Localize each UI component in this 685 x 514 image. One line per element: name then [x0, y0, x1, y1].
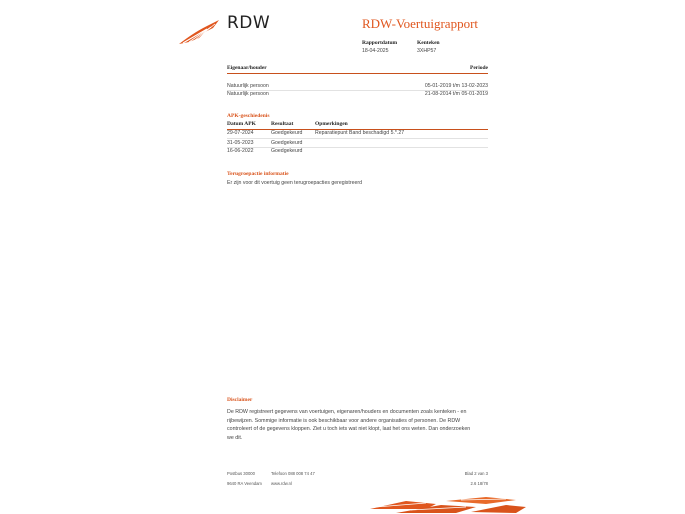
apk-header-remarks: Opmerkingen	[315, 121, 348, 127]
footer-page: Blad 2 van 3	[464, 471, 488, 476]
footer-ribbon-icon	[366, 495, 526, 514]
apk-row-divider	[227, 147, 488, 148]
kenteken-value: 3XHP57	[417, 48, 437, 54]
disclaimer-line: we dit.	[227, 434, 243, 441]
apk-row-divider	[227, 138, 488, 139]
rdw-logo-icon	[177, 18, 221, 46]
owner-row-1-period: 05-01-2019 t/m 13-02-2023	[424, 83, 488, 89]
disclaimer-line: controleert of de gegevens kloppen. Ziet u toch iets wat niet klopt, laat het ons weten. Dan onderzoeken	[227, 426, 471, 432]
rapportdatum-value: 18-04-2025	[362, 48, 389, 54]
footer-postbus: Postbus 30000	[227, 471, 255, 476]
apk-row-1-date: 29-07-2024	[227, 130, 254, 136]
apk-row-2-result: Goedgekeurd	[271, 140, 303, 146]
footer-web: www.rdw.nl	[271, 481, 292, 486]
disclaimer-text	[227, 408, 497, 442]
footer-phone: Telefoon 088 008 74 47	[271, 471, 315, 476]
rapportdatum-label: Rapportdatum	[362, 40, 398, 46]
apk-row-2-date: 31-05-2023	[227, 140, 254, 146]
kenteken-label: Kenteken	[417, 40, 440, 46]
owners-header-period: Periode	[469, 65, 488, 71]
owners-rule	[227, 73, 488, 74]
disclaimer-line: rijbewijzen. Sommige informatie is ook beschikbaar voor andere organisaties of personen. De RDW	[227, 417, 461, 424]
apk-header-date: Datum APK	[227, 121, 256, 127]
owner-row-2-type: Natuurlijk persoon	[227, 91, 269, 97]
owner-row-2-period: 21-08-2014 t/m 05-01-2019	[424, 91, 488, 97]
disclaimer-line: De RDW registreert gegevens van voertuigen, eigenaren/houders en documenten zoals kenteken - en	[227, 409, 467, 415]
owner-row-1-type: Natuurlijk persoon	[227, 83, 269, 89]
apk-row-3-result: Goedgekeurd	[271, 148, 303, 154]
apk-header-result: Resultaat	[271, 121, 294, 127]
footer-code: 2.6 18/78	[470, 481, 488, 486]
document-title: RDW-Voertuigrapport	[362, 16, 479, 31]
owners-header-type: Eigenaar/houder	[227, 65, 267, 71]
apk-row-1-remark: Reparatiepunt Band beschadigd 5.*.27	[315, 130, 405, 136]
disclaimer-title: Disclaimer	[227, 397, 253, 403]
recall-section-title: Terugroepactie informatie	[227, 171, 289, 177]
brand-name: RDW	[227, 13, 271, 33]
apk-row-3-date: 16-06-2022	[227, 148, 254, 154]
recall-text: Er zijn voor dit voertuig geen terugroepacties geregistreerd	[227, 180, 362, 186]
footer-city: 9640 RA Veendam	[227, 481, 262, 486]
apk-row-1-result: Goedgekeurd	[271, 130, 303, 136]
apk-section-title: APK-geschiedenis	[227, 113, 270, 119]
